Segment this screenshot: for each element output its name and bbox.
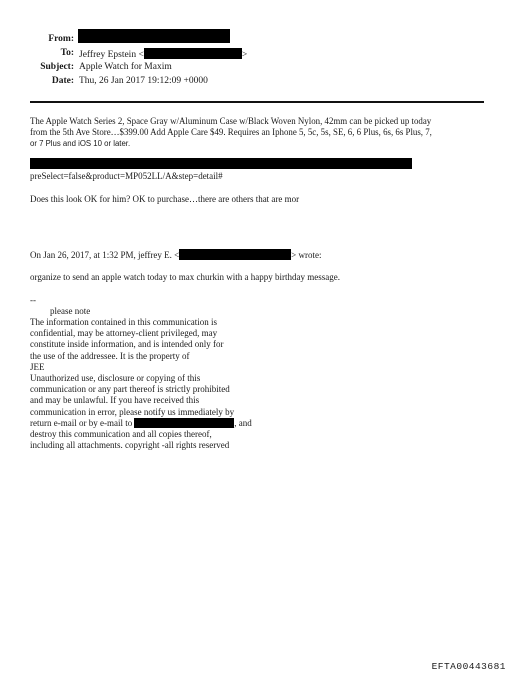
redaction-to-email (144, 48, 242, 59)
url-fragment: preSelect=false&product=MP052LL/A&step=detail# (30, 171, 223, 181)
date-value: Thu, 26 Jan 2017 19:12:09 +0000 (79, 76, 208, 86)
email-line-suffix: , and (234, 417, 252, 428)
to-value-suffix: > (241, 50, 248, 60)
quoted-message: organize to send an apple watch today to max churkin with a happy birthday message. (30, 272, 340, 282)
disclaimer-email-line (30, 418, 252, 429)
disclaimer-lines (30, 317, 252, 451)
subject-label: Subject: (40, 62, 74, 72)
disclaimer-line: communication in error, please notify us immediately by (30, 406, 235, 417)
quoted-intro (30, 249, 321, 262)
quoted-intro-suffix: > wrote: (291, 250, 322, 260)
date-label: Date: (51, 76, 74, 86)
disclaimer-line: Unauthorized use, disclosure or copying of this (30, 373, 201, 384)
email-line-prefix: return e-mail or by e-mail to (30, 417, 133, 428)
to-value (79, 48, 247, 60)
disclaimer-line: communication or any part thereof is strictly prohibited (30, 384, 230, 395)
disclaimer-line: constitute inside information, and is intended only for (30, 339, 224, 350)
body-line-2: from the 5th Ave Store…$399.00 Add Apple Care $49. Requires an Iphone 5, 5c, 5s, SE, 6, 6 Plus, 6s, 6s Plus, 7, (30, 127, 432, 137)
body-line-1: The Apple Watch Series 2, Space Gray w/Aluminum Case w/Black Woven Nylon, 42mm can be picked up today (30, 116, 432, 126)
redaction-disclaimer-email (134, 418, 234, 428)
subject-value: Apple Watch for Maxim (79, 62, 172, 72)
bates-number: EFTA00443681 (431, 661, 506, 672)
to-value-prefix: Jeffrey Epstein < (79, 50, 144, 60)
question-line: Does this look OK for him? OK to purchase…there are others that are mor (30, 194, 300, 204)
from-label: From: (48, 34, 74, 44)
redaction-quoted-email (179, 249, 291, 260)
to-label: To: (60, 48, 74, 58)
quoted-intro-prefix: On Jan 26, 2017, at 1:32 PM, jeffrey E. < (30, 250, 180, 260)
disclaimer-line: and may be unlawful. If you have received this (30, 395, 200, 406)
disclaimer-line: confidential, may be attorney-client privileged, may (30, 328, 218, 339)
disclaimer-line: the use of the addressee. It is the property of (30, 350, 190, 361)
body-line-3: or 7 Plus and iOS 10 or later. (30, 139, 131, 148)
disclaimer-line: JEE (30, 361, 45, 372)
signature-separator: -- (30, 295, 36, 305)
disclaimer-line: The information contained in this communication is (30, 317, 217, 327)
redaction-url (30, 158, 412, 169)
disclaimer-heading: please note (50, 306, 91, 316)
redaction-from (78, 29, 230, 43)
header-divider (30, 101, 484, 103)
disclaimer-line: including all attachments. copyright -all rights reserved (30, 440, 230, 451)
disclaimer-line: destroy this communication and all copies thereof, (30, 429, 212, 440)
